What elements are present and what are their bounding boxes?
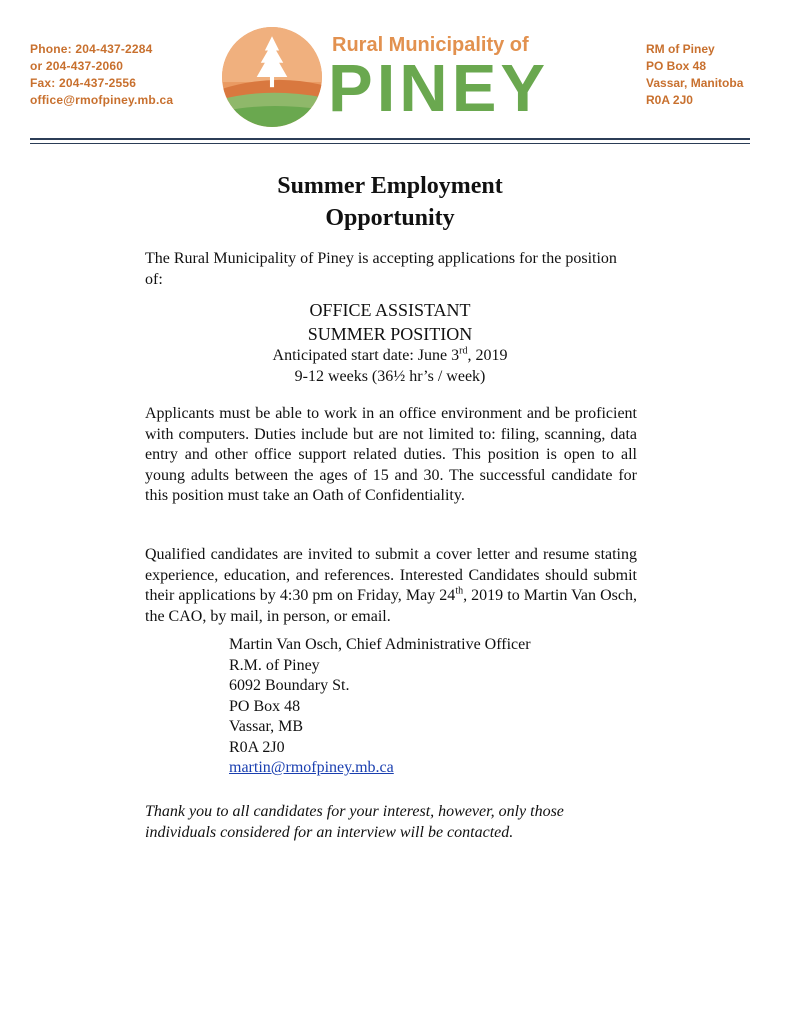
alt-phone-line: or 204-437-2060 — [30, 59, 124, 73]
address-line: R.M. of Piney — [229, 656, 320, 674]
address-line: Vassar, Manitoba — [646, 76, 744, 90]
address-line: 6092 Boundary St. — [229, 677, 350, 694]
title-line: Opportunity — [325, 205, 455, 231]
office-email-line: office@rmofpiney.mb.ca — [30, 93, 174, 107]
logo-wordmark: PINEY — [328, 51, 550, 126]
contact-info — [30, 41, 173, 109]
address-line: R0A 2J0 — [229, 738, 285, 756]
header-divider — [30, 138, 750, 140]
start-date: Anticipated start date: June 3rd, 2019 — [272, 345, 508, 364]
application-paragraph: Qualified candidates are invited to submit a cover letter and resume stating experience, education, and references. Interested Candidates should submit their applications by 4:30 pm on Friday, May 24th, 2019 to Martin Van Osch, the CAO, by mail, in person, or email. — [145, 546, 638, 625]
position-details — [145, 345, 635, 387]
closing-note: Thank you to all candidates for your interest, however, only those individuals considered for an interview will be contacted. — [145, 803, 564, 841]
position-title — [145, 298, 635, 346]
intro-text: The Rural Municipality of Piney is accepting applications for the position of: — [145, 250, 617, 288]
position-line: OFFICE ASSISTANT — [309, 300, 471, 320]
contact-address-block — [229, 635, 531, 779]
address-line: PO Box 48 — [646, 59, 707, 73]
page-title — [145, 170, 635, 234]
logo-subtitle: Rural Municipality of — [332, 34, 529, 56]
duration: 9-12 weeks (36½ hr’s / week) — [294, 368, 486, 385]
address-line: Martin Van Osch, Chief Administrative Officer — [229, 636, 531, 653]
email-link[interactable]: martin@rmofpiney.mb.ca — [229, 759, 394, 776]
position-line: SUMMER POSITION — [307, 324, 473, 344]
mailing-address — [646, 41, 743, 109]
address-line: PO Box 48 — [229, 697, 301, 715]
title-line: Summer Employment — [277, 173, 503, 199]
piney-tree-logo-icon — [221, 26, 323, 128]
header-divider-thin — [30, 143, 750, 144]
phone-line: Phone: 204-437-2284 — [30, 42, 153, 56]
fax-line: Fax: 204-437-2556 — [30, 76, 137, 90]
address-line: Vassar, MB — [229, 718, 304, 735]
address-line: R0A 2J0 — [646, 93, 693, 107]
address-line: RM of Piney — [646, 42, 715, 56]
requirements-paragraph: Applicants must be able to work in an office environment and be proficient with computers. Duties include but are not limited to: filing, scanning, data entry and other office support related duties. This position is open to all young adults between the ages of 15 and 30. The successful candidate for this position must take an Oath of Confidentiality. — [145, 405, 637, 504]
